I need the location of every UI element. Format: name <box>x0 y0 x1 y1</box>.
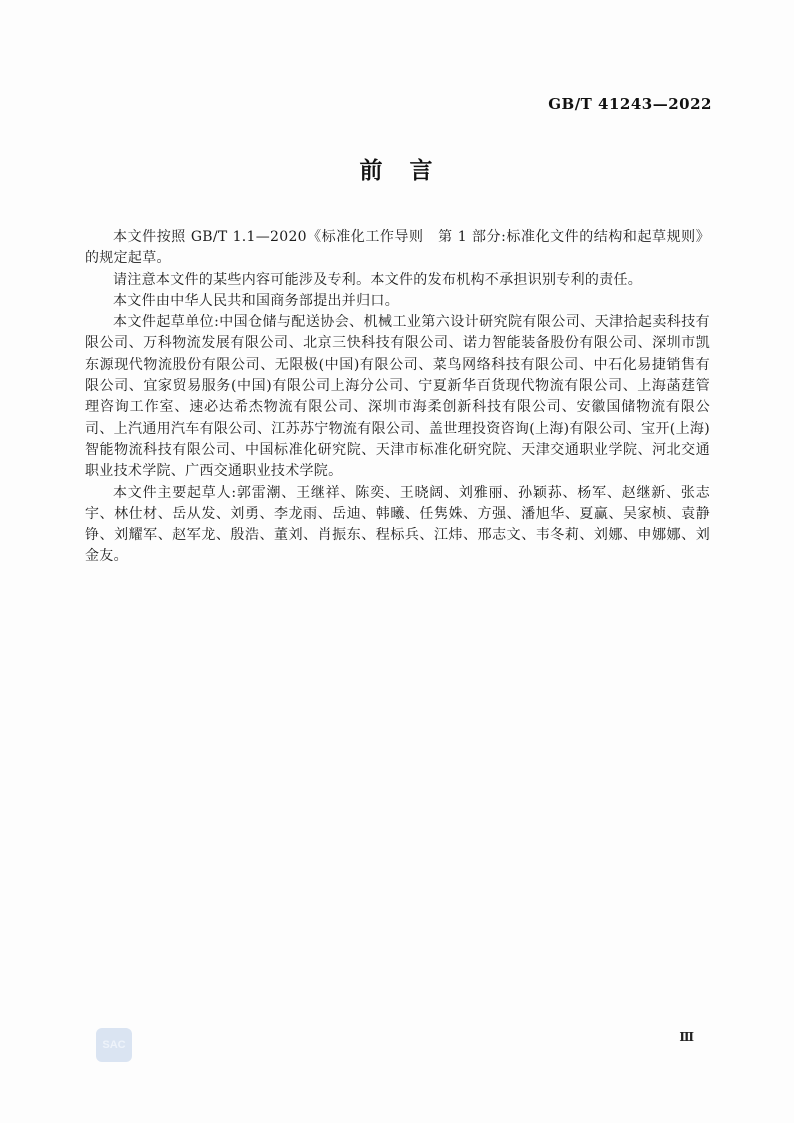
standard-number: GB/T 41243—2022 <box>548 95 712 113</box>
paragraph-patent-notice: 请注意本文件的某些内容可能涉及专利。本文件的发布机构不承担识别专利的责任。 <box>113 271 643 288</box>
paragraph-drafting-rules: 本文件按照 GB/T 1.1—2020《标准化工作导则 第 1 部分:标准化文件的结构和起草规则》的规定起草。 <box>85 229 710 267</box>
foreword-body <box>85 227 710 568</box>
page-title: 前 言 <box>359 157 435 184</box>
paragraph-main-drafters: 本文件主要起草人:郭雷潮、王继祥、陈奕、王晓阔、刘雅丽、孙颖荪、杨军、赵继新、张志宇、林仕材、岳从发、刘勇、李龙雨、岳迪、韩曦、任隽姝、方强、潘旭华、夏赢、吴家桢、袁静铮、刘耀军、赵军龙、殷浩、董刘、肖振东、程标兵、江炜、邢志文、韦冬莉、刘娜、申娜娜、刘金友。 <box>85 484 710 565</box>
page-number: Ⅲ <box>679 1030 694 1044</box>
paragraph-drafting-organizations: 本文件起草单位:中国仓储与配送协会、机械工业第六设计研究院有限公司、天津拾起卖科技有限公司、万科物流发展有限公司、北京三快科技有限公司、诺力智能装备股份有限公司、深圳市凯东源现代物流股份有限公司、无限极(中国)有限公司、菜鸟网络科技有限公司、中石化易捷销售有限公司、宜家贸易服务(中国)有限公司上海分公司、宁夏新华百货现代物流有限公司、上海菡莛管理咨询工作室、速必达希杰物流有限公司、深圳市海柔创新科技有限公司、安徽国储物流有限公司、上汽通用汽车有限公司、江苏苏宁物流有限公司、盖世理投资咨询(上海)有限公司、宝开(上海)智能物流科技有限公司、中国标准化研究院、天津市标准化研究院、天津交通职业学院、河北交通职业技术学院、广西交通职业技术学院。 <box>85 314 710 480</box>
sac-logo-watermark: SAC <box>96 1028 132 1062</box>
paragraph-proposing-body: 本文件由中华人民共和国商务部提出并归口。 <box>113 292 399 309</box>
